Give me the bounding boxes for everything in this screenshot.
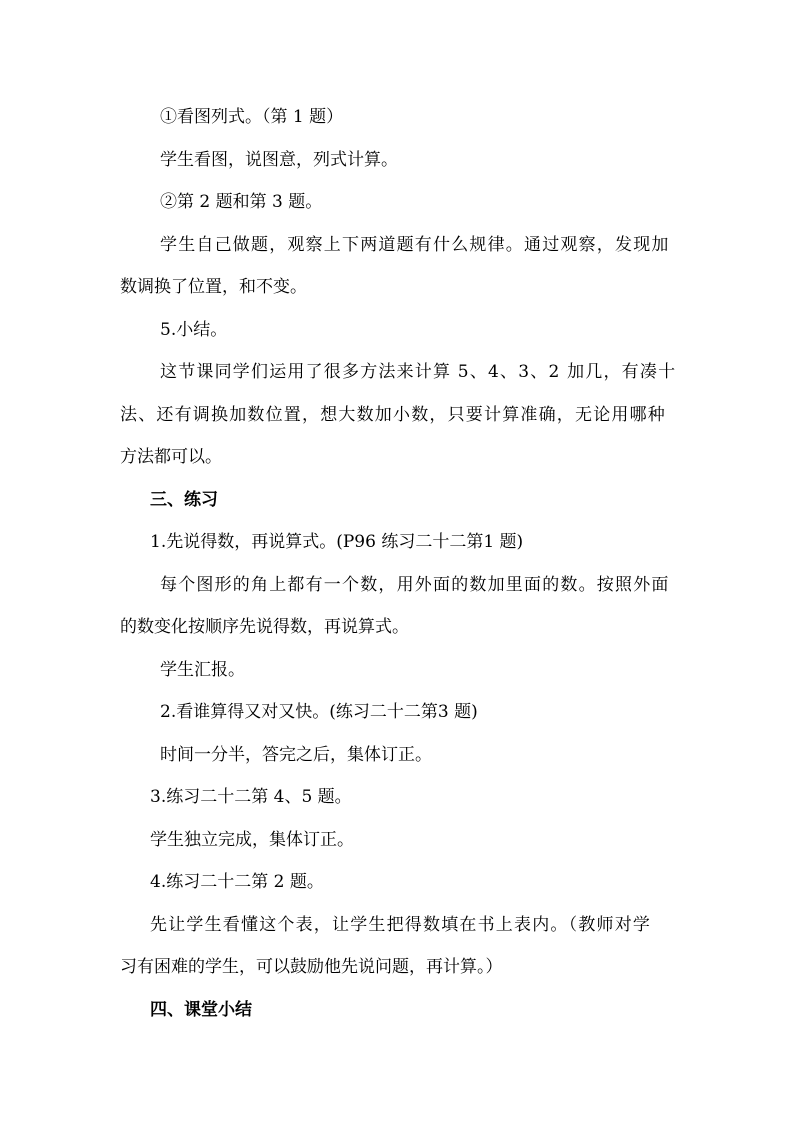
text-line: 学生看图，说图意，列式计算。 [160,150,398,170]
text-line: 学生自己做题，观察上下两道题有什么规律。通过观察，发现加 [160,235,670,255]
text-line: 方法都可以。 [120,447,222,467]
text-line: ①看图列式。（第 1 题） [160,107,344,127]
text-line: 1.先说得数，再说算式。(P96 练习二十二第1 题) [150,532,524,552]
text-line: 2.看谁算得又对又快。(练习二十二第3 题) [160,702,478,722]
text-line: 学生汇报。 [160,660,245,680]
text-line: 法、还有调换加数位置，想大数加小数，只要计算准确，无论用哪种 [120,405,666,425]
text-line: 4.练习二十二第 2 题。 [150,872,324,892]
section-heading: 三、练习 [150,490,218,510]
section-heading: 四、课堂小结 [150,1000,252,1020]
text-line: 3.练习二十二第 4、5 题。 [150,787,352,807]
text-line: 先让学生看懂这个表，让学生把得数填在书上表内。（教师对学 [150,915,652,935]
text-line: 习有困难的学生，可以鼓励他先说问题，再计算。） [120,957,503,977]
text-line: 每个图形的角上都有一个数，用外面的数加里面的数。按照外面 [160,575,670,595]
text-line: 5.小结。 [160,320,228,340]
text-line: 时间一分半，答完之后，集体订正。 [160,745,432,765]
text-line: 数调换了位置，和不变。 [120,277,307,297]
text-line: 的数变化按顺序先说得数，再说算式。 [120,617,409,637]
text-line: ②第 2 题和第 3 题。 [160,192,323,212]
text-line: 这节课同学们运用了很多方法来计算 5、4、3、2 加几，有凑十 [160,362,677,382]
text-line: 学生独立完成，集体订正。 [150,830,354,850]
